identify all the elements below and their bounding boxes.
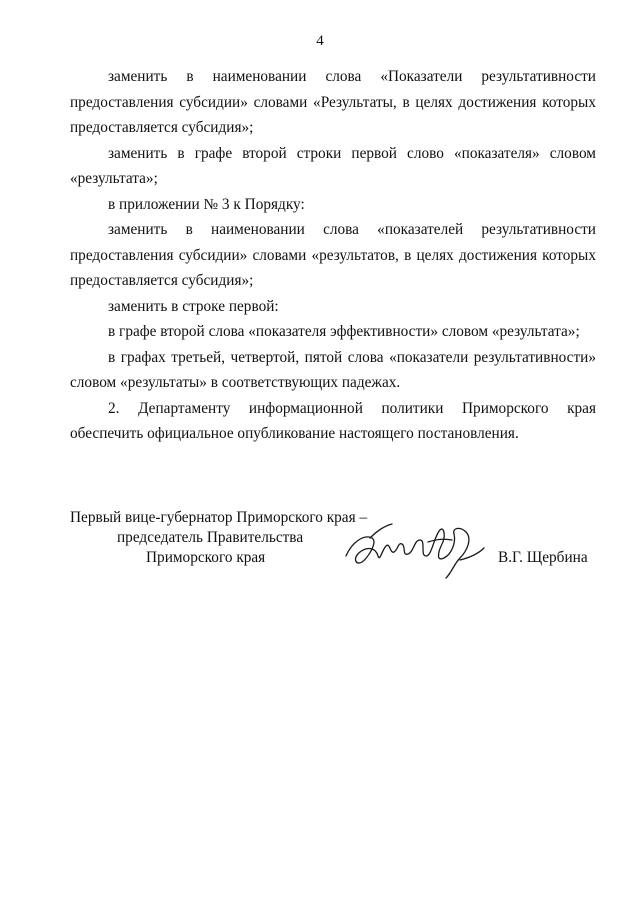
paragraph: в графе второй слова «показателя эффективности» словом «результата»; xyxy=(108,323,580,340)
paragraph: заменить в строке первой: xyxy=(108,297,279,315)
handwritten-signature xyxy=(342,512,492,582)
signature-block xyxy=(70,508,600,588)
document-body xyxy=(70,64,596,447)
paragraph: заменить в наименовании слова «показателей результативности предоставления субсидии» словами «результатов, в целях достижения которых предоставляется субсидия»; xyxy=(70,221,596,289)
signatory-position: председатель Правительства xyxy=(117,529,304,546)
signatory-position: Приморского края xyxy=(146,549,266,566)
paragraph: заменить в наименовании слова «Показатели результативности предоставления субсидии» словами «Результаты, в целях достижения которых предоставляется субсидия»; xyxy=(70,68,596,136)
signatory-position: Первый вице-губернатор Приморского края – xyxy=(70,509,368,526)
paragraph: в приложении № 3 к Порядку: xyxy=(108,195,305,213)
paragraph: в графах третьей, четвертой, пятой слова «показатели результативности» словом «результаты» в соответствующих падежах. xyxy=(70,348,596,391)
paragraph: 2. Департаменту информационной политики Приморского края обеспечить официальное опубликование настоящего постановления. xyxy=(70,399,596,442)
page-number: 4 xyxy=(316,33,324,49)
paragraph: заменить в графе второй строки первой слово «показателя» словом «результата»; xyxy=(70,144,596,187)
signatory-name: В.Г. Щербина xyxy=(498,549,588,566)
